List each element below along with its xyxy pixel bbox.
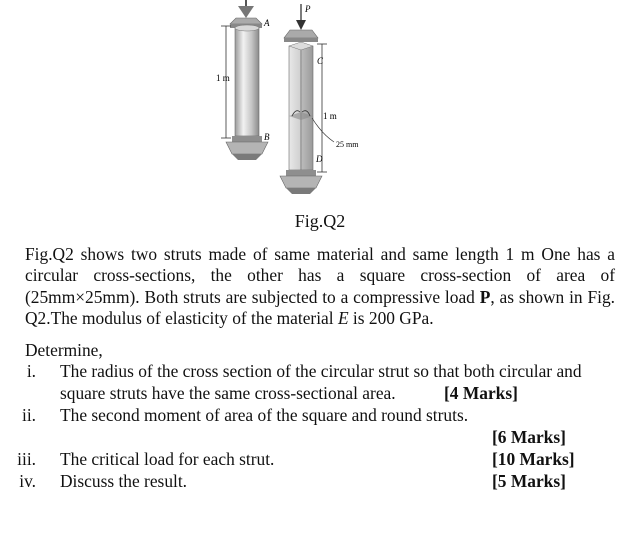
dim-width-label: 25 mm xyxy=(336,140,359,149)
figure-caption: Fig.Q2 xyxy=(294,211,346,231)
item-iv-marks: [5 Marks] xyxy=(492,471,566,491)
item-number: iii. xyxy=(17,449,36,469)
load-symbol: P xyxy=(479,286,491,307)
item-i-line1: The radius of the cross section of the circular strut so that both circular and xyxy=(60,361,582,381)
item-ii-marks: [6 Marks] xyxy=(492,427,566,447)
point-a-label: A xyxy=(264,18,270,28)
item-ii-line1: The second moment of area of the square and round struts. xyxy=(60,405,469,425)
item-iii-line1: The critical load for each strut. xyxy=(60,449,275,469)
item-number: iv. xyxy=(19,471,36,491)
point-b-label: B xyxy=(264,132,270,142)
item-iii-marks: [10 Marks] xyxy=(492,449,575,469)
struts-figure xyxy=(0,0,640,205)
item-i-line2: square struts have the same cross-sectional area. xyxy=(60,383,396,403)
item-iv-line1: Discuss the result. xyxy=(60,471,188,491)
item-number: i. xyxy=(26,361,36,381)
statement-part3: is 200 GPa. xyxy=(348,308,434,329)
statement-part1: Fig.Q2 shows two struts made of same material and same length 1 m One has a circular cross-sections, the other has a square cross-section of area of (25mm×25mm). Both struts are subjected to a compressive load xyxy=(25,244,615,307)
point-d-label: D xyxy=(316,154,323,164)
statement-part2: , as shown in Fig. Q2.The modulus of elasticity of the material xyxy=(25,286,616,329)
load-p-label: P xyxy=(305,4,311,14)
item-number: ii. xyxy=(21,405,36,425)
problem-statement xyxy=(25,244,615,330)
dim-left-label: 1 m xyxy=(216,73,230,83)
modulus-symbol: E xyxy=(337,308,349,329)
item-i-marks: [4 Marks] xyxy=(444,383,518,403)
determine-heading: Determine, xyxy=(25,340,103,360)
dim-right-label: 1 m xyxy=(323,111,337,121)
square-strut xyxy=(280,4,334,194)
point-c-label: C xyxy=(317,56,324,66)
